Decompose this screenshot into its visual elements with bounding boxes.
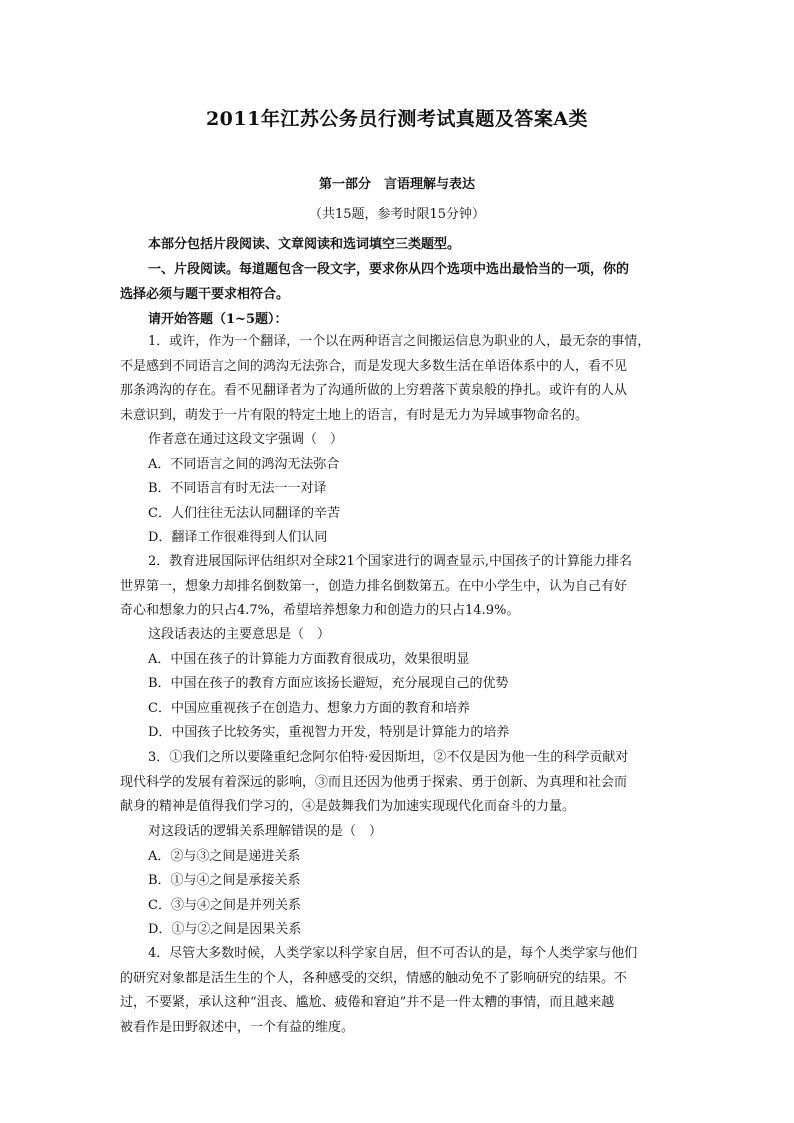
question-3-choices [148, 820, 382, 943]
passage-line: 1．或许，作为一个翻译，一个以在两种语言之间搬运信息为职业的人，最无奈的事情， [148, 334, 651, 349]
question-2-choices [148, 623, 509, 746]
option-a: A．②与③之间是递进关系 [148, 848, 301, 864]
section-heading-line: 一、片段阅读。每道题包含一段文字，要求你从四个选项中选出最恰当的一项，你的 [148, 262, 630, 277]
question-stem: 这段话表达的主要意思是（ ） [148, 627, 331, 642]
option-d: D．翻译工作很难得到人们认同 [148, 530, 328, 545]
question-4-passage [120, 942, 637, 1040]
option-a: A．不同语言之间的鸿沟无法弥合 [148, 456, 340, 472]
passage-line: 过，不要紧，承认这种“沮丧、尴尬、疲倦和窘迫”并不是一件太糟的事情，而且越来越 [120, 995, 615, 1010]
option-c: C．人们往往无法认同翻译的辛苦 [148, 505, 340, 521]
option-d: D．中国孩子比较务实，重视智力开发，特别是计算能力的培养 [148, 725, 510, 740]
passage-line: 现代科学的发展有着深远的影响，③而且还因为他勇于探索、勇于创新、为真理和社会而 [120, 774, 628, 790]
option-b: B．不同语言有时无法一一对译 [148, 481, 327, 496]
passage-line: 不是感到不同语言之间的鸿沟无法弥合，而是发现大多数生活在单语体系中的人，看不见 [120, 358, 628, 374]
passage-line: 未意识到，萌发于一片有限的特定土地上的语言，有时是无力为异域事物命名的。 [120, 407, 589, 423]
passage-line: 被看作是田野叙述中，一个有益的维度。 [120, 1019, 355, 1035]
passage-line: 献身的精神是值得我们学习的，④是鼓舞我们为加速实现现代化而奋斗的力量。 [120, 799, 576, 814]
question-2-passage [120, 550, 632, 624]
option-b: B．①与④之间是承接关系 [148, 873, 301, 888]
passage-line: 4．尽管大多数时候，人类学家以科学家自居，但不可否认的是，每个人类学家与他们 [148, 946, 638, 961]
passage-line: 奇心和想象力的只占4.7%，希望培养想象力和创造力的只占14.9%。 [120, 603, 520, 618]
question-1-choices [148, 428, 343, 551]
section-heading-line: 选择必须与题干要求相符合。 [120, 287, 290, 302]
question-stem: 对这段话的逻辑关系理解错误的是（ ） [148, 824, 383, 839]
question-1-passage [120, 330, 650, 428]
question-3-passage [120, 746, 628, 820]
passage-line: 2．教育进展国际评估组织对全球21个国家进行的调查显示,中国孩子的计算能力排名 [148, 554, 632, 569]
document-title: 2011年江苏公务员行测考试真题及答案A类 [205, 108, 589, 130]
question-stem: 作者意在通过这段文字强调（ ） [148, 432, 344, 447]
start-prompt: 请开始答题（1~5题）： [148, 312, 288, 327]
option-c: C．中国应重视孩子在创造力、想象力方面的教育和培养 [148, 700, 470, 716]
passage-line: 世界第一，想象力却排名倒数第一，创造力排名倒数第五。在中小学生中，认为自己有好 [120, 578, 628, 594]
option-c: C．③与④之间是并列关系 [148, 897, 301, 913]
passage-line: 那条鸿沟的存在。看不见翻译者为了沟通所做的上穷碧落下黄泉般的挣扎。或许有的人从 [120, 383, 628, 398]
option-b: B．中国在孩子的教育方面应该扬长避短，充分展现自己的优势 [148, 676, 509, 691]
part-heading: 第一部分 言语理解与表达 [318, 177, 475, 192]
option-d: D．①与②之间是因果关系 [148, 922, 302, 937]
section-intro: 本部分包括片段阅读、文章阅读和选词填空三类题型。 [148, 237, 461, 252]
option-a: A．中国在孩子的计算能力方面教育很成功，效果很明显 [148, 651, 470, 667]
passage-line: 3．①我们之所以要隆重纪念阿尔伯特·爱因斯坦，②不仅是因为他一生的科学贡献对 [148, 750, 629, 765]
passage-line: 的研究对象都是活生生的个人，各种感受的交织，情感的触动免不了影响研究的结果。不 [120, 970, 628, 986]
part-note: （共15题，参考时限15分钟） [308, 207, 486, 222]
